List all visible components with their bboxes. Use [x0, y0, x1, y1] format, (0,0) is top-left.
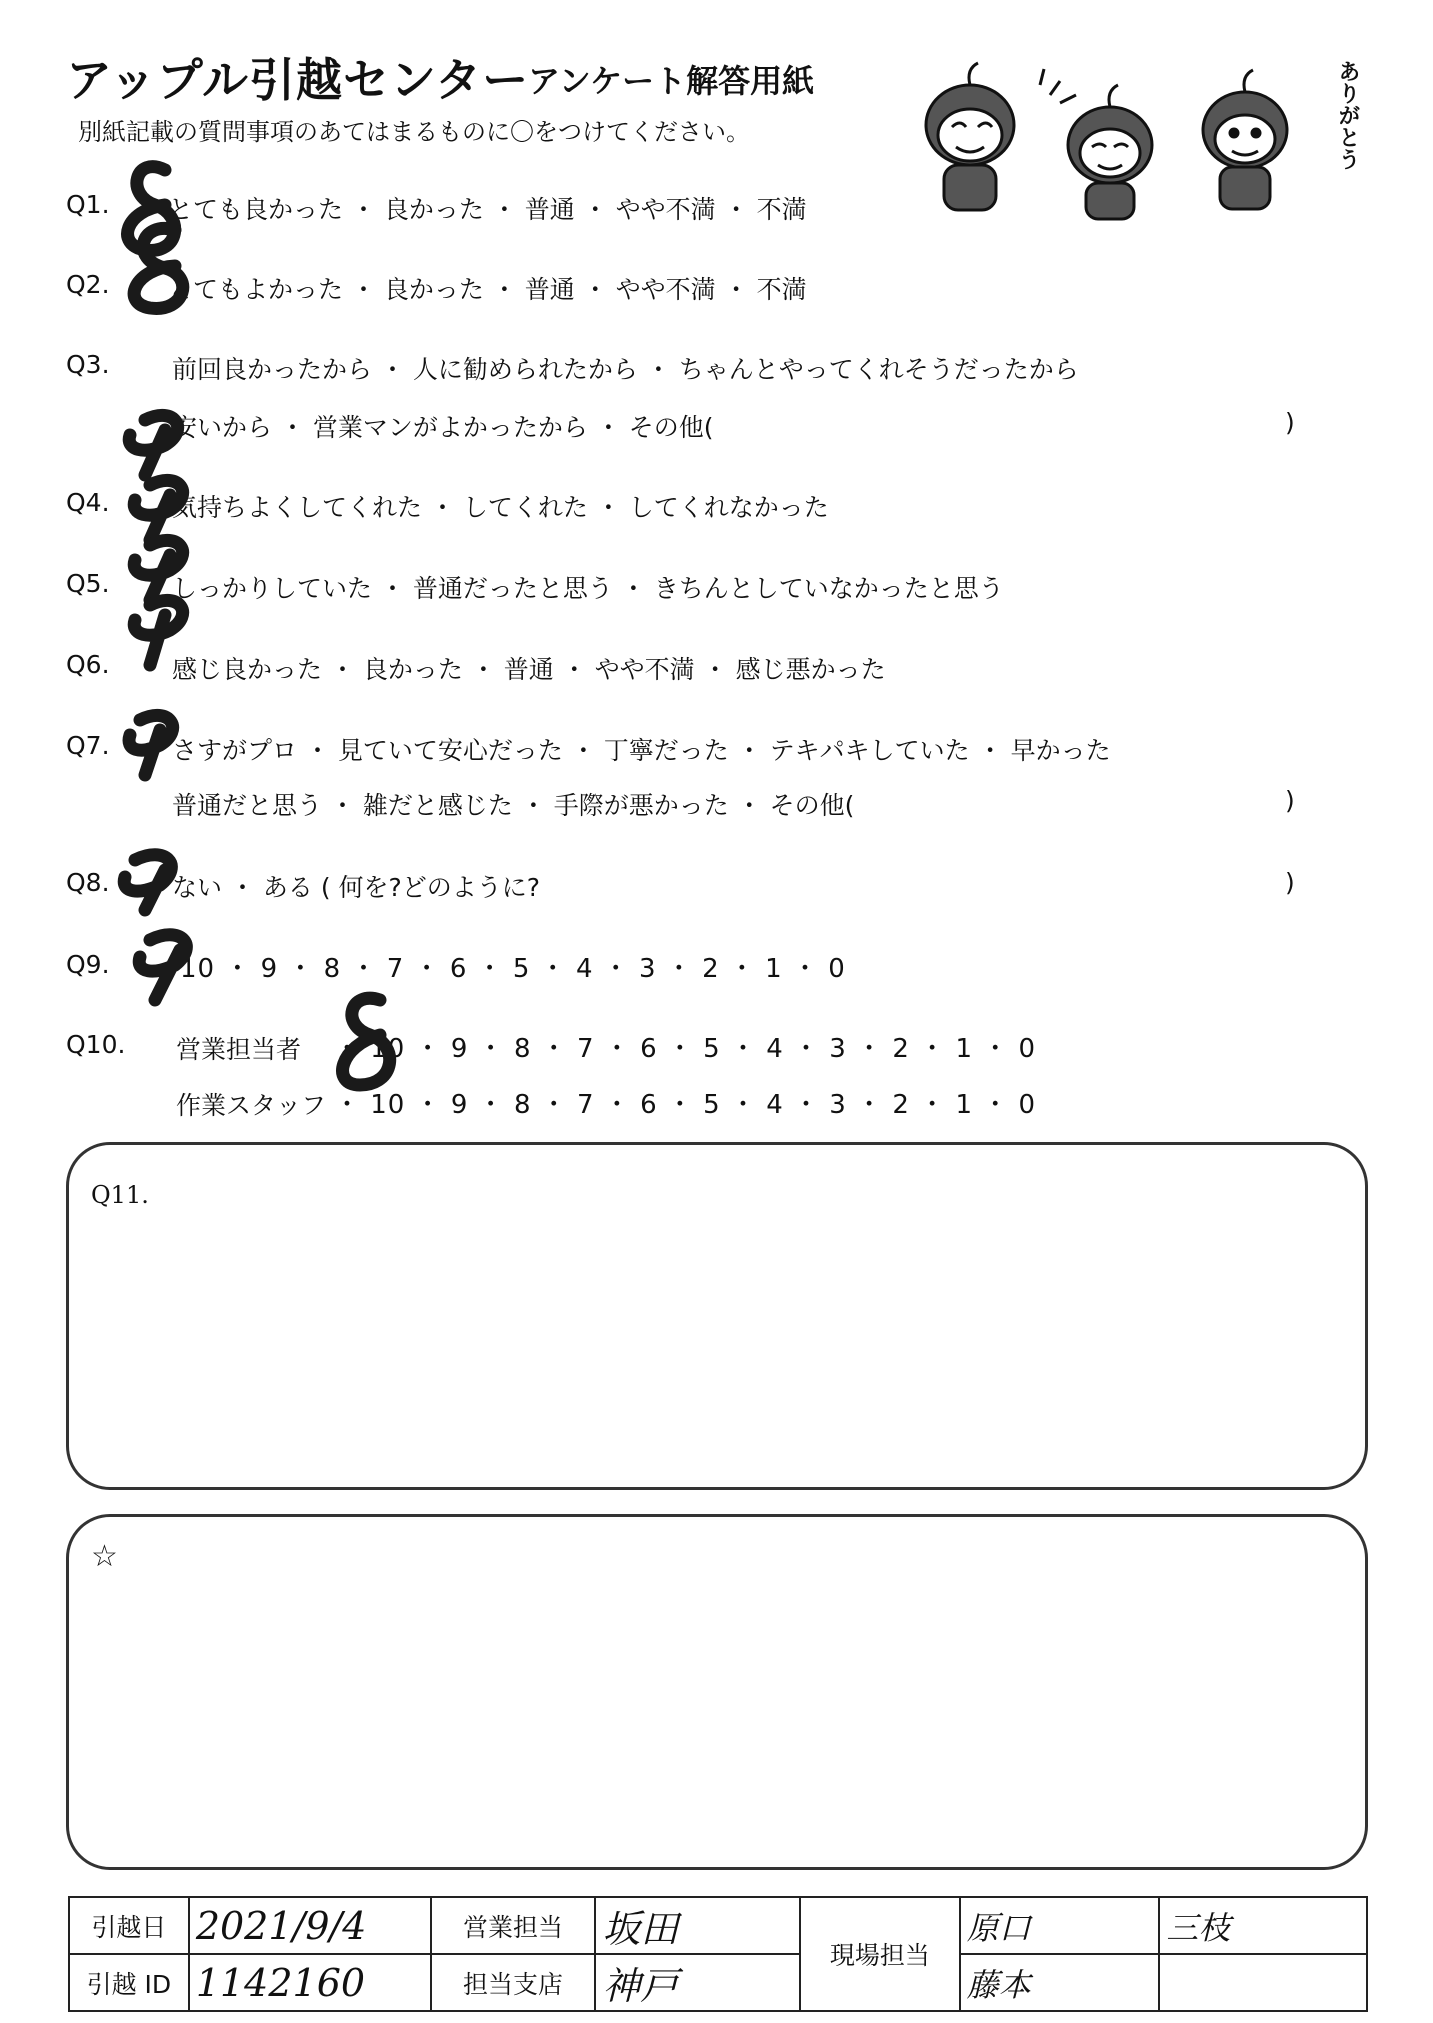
star-label: ☆	[91, 1539, 118, 1574]
q11-label: Q11.	[91, 1181, 149, 1209]
q9-scale[interactable]: 10 ・ 9 ・ 8 ・ 7 ・ 6 ・ 5 ・ 4 ・ 3 ・ 2 ・ 1 ・ 0	[180, 954, 846, 984]
move-id-value[interactable]: 1142160	[189, 1954, 431, 2011]
move-date-label: 引越日	[69, 1897, 189, 1954]
sales-label: 営業担当	[431, 1897, 596, 1954]
q5-number: Q5.	[66, 569, 110, 598]
q1-number: Q1.	[66, 190, 110, 219]
q3-pen-mark	[129, 415, 177, 475]
q6-number: Q6.	[66, 650, 110, 679]
q3-close-paren: )	[1285, 408, 1295, 437]
move-date-value[interactable]: 2021/9/4	[189, 1897, 431, 1954]
q5-options[interactable]: しっかりしていた ・ 普通だったと思う ・ きちんとしていなかったと思う	[172, 574, 1004, 603]
site-value-1[interactable]: 原口	[960, 1897, 1160, 1954]
site-empty-cell	[1159, 1954, 1367, 2011]
q4-options[interactable]: 気持ちよくしてくれた ・ してくれた ・ してくれなかった	[172, 493, 829, 522]
branch-value[interactable]: 神戸	[595, 1954, 800, 2011]
instruction-text: 別紙記載の質問事項のあてはまるものに〇をつけてください。	[78, 118, 750, 146]
q3-options-line2[interactable]: 安いから ・ 営業マンがよかったから ・ その他(	[172, 413, 714, 442]
q2-options[interactable]: とてもよかった ・ 良かった ・ 普通 ・ やや不満 ・ 不満	[168, 275, 807, 304]
footer-info-table	[68, 1896, 1368, 2012]
site-value-3[interactable]: 藤本	[960, 1954, 1160, 2011]
brand-title: アップル引越センター	[66, 53, 530, 107]
q9-number: Q9.	[66, 950, 110, 979]
move-id-label: 引越 ID	[69, 1954, 189, 2011]
q10-sales-label: 営業担当者	[176, 1035, 302, 1064]
q7-close-paren: )	[1285, 786, 1295, 815]
q7-options-line2[interactable]: 普通だと思う ・ 雑だと感じた ・ 手際が悪かった ・ その他(	[172, 791, 855, 820]
q7-number: Q7.	[66, 731, 110, 760]
q11-comment-box[interactable]	[66, 1142, 1368, 1490]
q8-number: Q8.	[66, 868, 110, 897]
q8-pen-mark	[124, 855, 171, 910]
q6-options[interactable]: 感じ良かった ・ 良かった ・ 普通 ・ やや不満 ・ 感じ悪かった	[172, 655, 886, 684]
q10-staff-label: 作業スタッフ	[176, 1091, 327, 1120]
thanks-text: ありがとう	[1335, 60, 1360, 170]
q2-number: Q2.	[66, 270, 110, 299]
star-comment-box[interactable]	[66, 1514, 1368, 1870]
form-subtitle: アンケート解答用紙	[528, 62, 815, 100]
site-label: 現場担当	[800, 1897, 960, 2011]
q10-number: Q10.	[66, 1030, 126, 1059]
q10-staff-scale[interactable]: ・ 10 ・ 9 ・ 8 ・ 7 ・ 6 ・ 5 ・ 4 ・ 3 ・ 2 ・ 1 ・ 0	[334, 1090, 1037, 1120]
q7-pen-mark	[129, 715, 173, 775]
q1-options[interactable]: とても良かった ・ 良かった ・ 普通 ・ やや不満 ・ 不満	[168, 195, 807, 224]
q8-options[interactable]: ない ・ ある ( 何を?どのように?	[172, 873, 541, 902]
q3-options-line1[interactable]: 前回良かったから ・ 人に勧められたから ・ ちゃんとやってくれそうだったから	[172, 355, 1079, 384]
q8-close-paren: )	[1285, 868, 1295, 897]
q3-number: Q3.	[66, 350, 110, 379]
branch-label: 担当支店	[431, 1954, 596, 2011]
sales-value[interactable]: 坂田	[595, 1897, 800, 1954]
q7-options-line1[interactable]: さすがプロ ・ 見ていて安心だった ・ 丁寧だった ・ テキパキしていた ・ 早かった	[172, 736, 1111, 765]
q4-number: Q4.	[66, 488, 110, 517]
q10-sales-scale[interactable]: ・ 10 ・ 9 ・ 8 ・ 7 ・ 6 ・ 5 ・ 4 ・ 3 ・ 2 ・ 1 ・ 0	[334, 1034, 1037, 1064]
monkey-mascots-illustration	[900, 55, 1350, 225]
site-value-2[interactable]: 三枝	[1159, 1897, 1367, 1954]
